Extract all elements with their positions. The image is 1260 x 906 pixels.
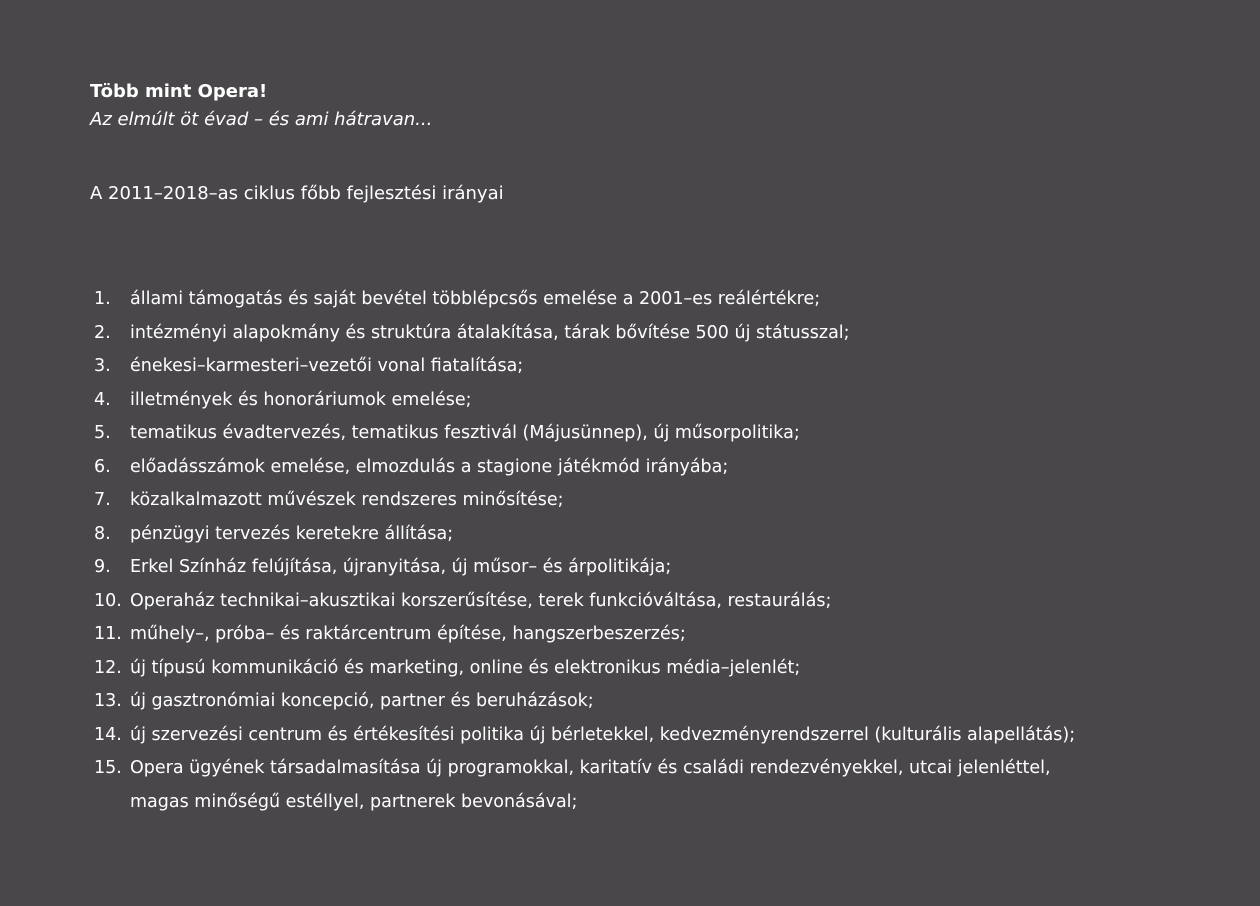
list-item xyxy=(90,719,1210,753)
list-item-number: 6. xyxy=(94,456,111,477)
list-item-text: előadásszámok emelése, elmozdulás a stagione játékmód irányába; xyxy=(130,456,729,477)
list-item-text: műhely–, próba– és raktárcentrum építése, hangszerbeszerzés; xyxy=(130,624,686,644)
list-item xyxy=(90,384,1210,418)
list-item-number: 2. xyxy=(94,322,111,343)
list-item-number: 14. xyxy=(94,724,122,745)
list-item-number: 3. xyxy=(94,356,111,376)
document-subtitle: Az elmúlt öt évad – és ami hátravan... xyxy=(90,109,433,130)
list-item xyxy=(90,652,1210,686)
list-item-text: illetmények és honoráriumok emelése; xyxy=(130,389,472,410)
list-item-text: közalkalmazott művészek rendszeres minősítése; xyxy=(130,490,564,510)
list-item xyxy=(90,518,1210,552)
list-item-text: állami támogatás és saját bevétel többlépcsős emelése a 2001–es reálértékre; xyxy=(130,289,821,309)
list-item-number: 8. xyxy=(94,523,111,544)
list-item-number: 10. xyxy=(94,590,122,611)
list-item-number: 15. xyxy=(94,758,122,778)
section-heading: A 2011–2018–as ciklus főbb fejlesztési irányai xyxy=(90,183,504,204)
list-item xyxy=(90,484,1210,518)
list-item xyxy=(90,551,1210,585)
list-item-number: 12. xyxy=(94,657,122,678)
list-item xyxy=(90,451,1210,485)
list-item-text: Opera ügyének társadalmasítása új programokkal, karitatív és családi rendezvényekkel, utcai jelenléttel, magas minőségű estéllyel, partnerek bevonásával; xyxy=(130,758,1051,812)
development-directions-list xyxy=(90,283,1210,819)
list-item-text: új szervezési centrum és értékesítési politika új bérletekkel, kedvezményrendszerrel (kulturális alapellátás); xyxy=(130,724,1076,745)
list-item-text: Erkel Színház felújítása, újranyitása, új műsor– és árpolitikája; xyxy=(130,557,672,577)
list-item xyxy=(90,283,1210,317)
list-item-text: Operaház technikai–akusztikai korszerűsítése, terek funkcióváltása, restaurálás; xyxy=(130,590,832,611)
list-item-number: 1. xyxy=(94,289,111,309)
list-item-text: új típusú kommunikáció és marketing, online és elektronikus média–jelenlét; xyxy=(130,657,801,678)
list-item-number: 5. xyxy=(94,423,111,443)
list-item-text: új gasztronómiai koncepció, partner és beruházások; xyxy=(130,691,594,711)
list-item-text: pénzügyi tervezés keretekre állítása; xyxy=(130,523,454,544)
list-item xyxy=(90,618,1210,652)
list-item-number: 4. xyxy=(94,389,111,410)
list-item-text: énekesi–karmesteri–vezetői vonal fiatalítása; xyxy=(130,356,524,376)
list-item-text: tematikus évadtervezés, tematikus fesztivál (Májusünnep), új műsorpolitika; xyxy=(130,423,800,443)
list-item xyxy=(90,417,1210,451)
list-item-number: 13. xyxy=(94,691,122,711)
list-item xyxy=(90,752,1210,819)
list-item-text: intézményi alapokmány és struktúra átalakítása, tárak bővítése 500 új státusszal; xyxy=(130,322,850,343)
document-page xyxy=(90,78,1210,812)
list-item-number: 11. xyxy=(94,624,122,644)
list-item-number: 9. xyxy=(94,557,111,577)
document-title: Több mint Opera! xyxy=(90,81,268,102)
list-item-number: 7. xyxy=(94,490,111,510)
list-item xyxy=(90,317,1210,351)
list-item xyxy=(90,685,1210,719)
list-item xyxy=(90,585,1210,619)
list-item xyxy=(90,350,1210,384)
